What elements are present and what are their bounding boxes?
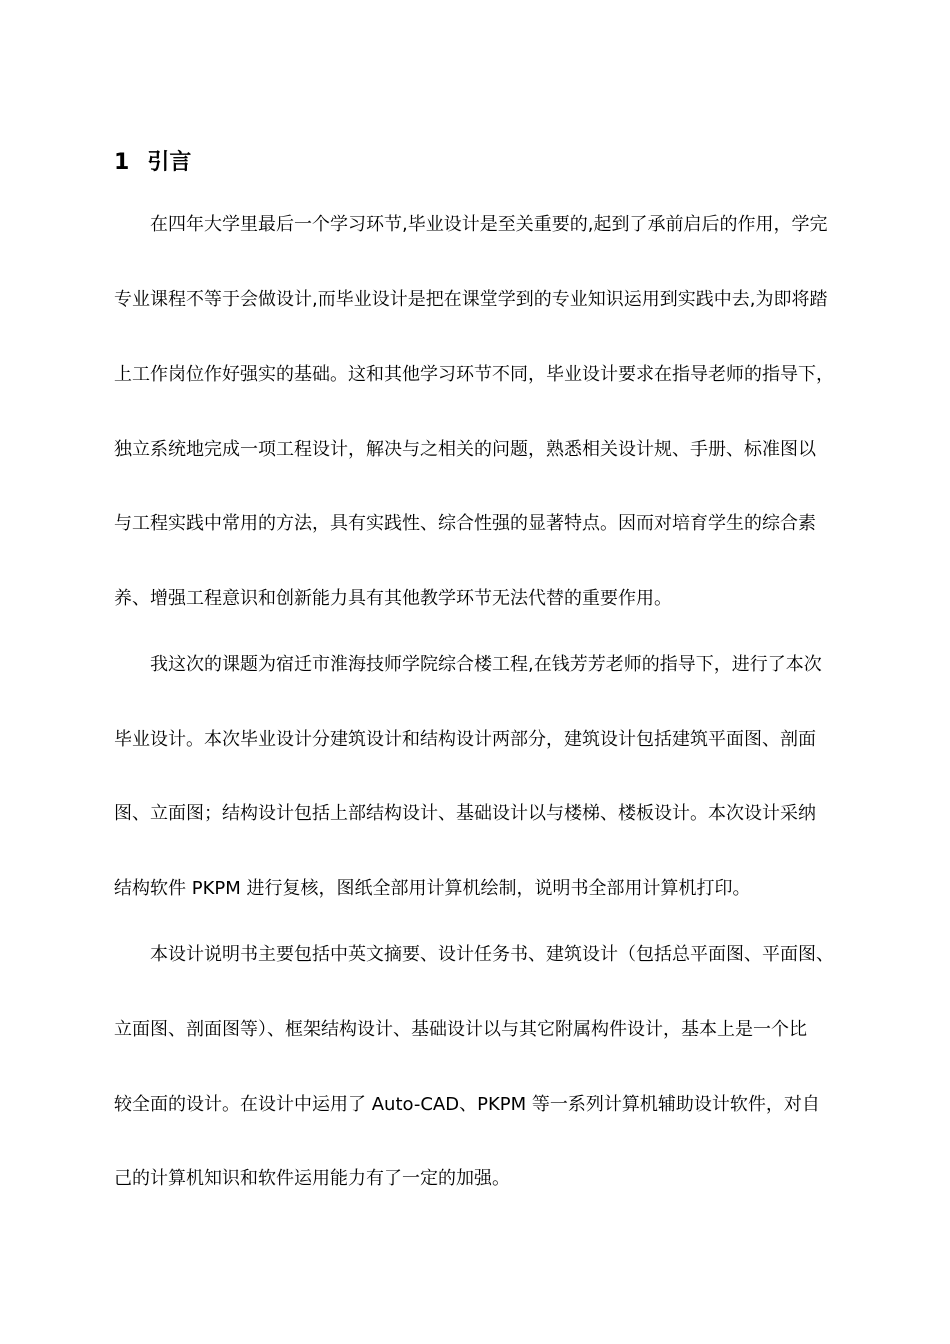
paragraph-1-line-4: 独立系统地完成一项工程设计，解决与之相关的问题，熟悉相关设计规、手册、标准图以	[114, 439, 816, 460]
paragraph-2-line-1: 我这次的课题为宿迁市淮海技师学院综合楼工程,在钱芳芳老师的指导下，进行了本次	[150, 654, 822, 675]
paragraph-3-line-3: 较全面的设计。在设计中运用了 Auto-CAD、PKPM 等一系列计算机辅助设计软件，对自	[114, 1094, 820, 1115]
paragraph-3-line-1: 本设计说明书主要包括中英文摘要、设计任务书、建筑设计（包括总平面图、平面图、	[150, 944, 834, 965]
paragraph-2-line-3: 图、立面图；结构设计包括上部结构设计、基础设计以与楼梯、楼板设计。本次设计采纳	[114, 803, 816, 824]
paragraph-3-line-4: 己的计算机知识和软件运用能力有了一定的加强。	[114, 1168, 510, 1189]
section-heading	[114, 146, 191, 180]
section-number: 1	[114, 150, 130, 175]
paragraph-2-line-4: 结构软件 PKPM 进行复核，图纸全部用计算机绘制，说明书全部用计算机打印。	[114, 878, 751, 899]
paragraph-2-line-2: 毕业设计。本次毕业设计分建筑设计和结构设计两部分，建筑设计包括建筑平面图、剖面	[114, 729, 816, 750]
section-title: 引言	[147, 150, 192, 175]
paragraph-1-line-5: 与工程实践中常用的方法，具有实践性、综合性强的显著特点。因而对培育学生的综合素	[114, 513, 816, 534]
paragraph-1-line-1: 在四年大学里最后一个学习环节,毕业设计是至关重要的,起到了承前启后的作用，学完	[150, 214, 828, 235]
paragraph-3-line-2: 立面图、剖面图等）、框架结构设计、基础设计以与其它附属构件设计，基本上是一个比	[114, 1019, 807, 1040]
paragraph-1-line-2: 专业课程不等于会做设计,而毕业设计是把在课堂学到的专业知识运用到实践中去,为即将踏	[114, 289, 828, 310]
paragraph-1-line-6: 养、增强工程意识和创新能力具有其他教学环节无法代替的重要作用。	[114, 588, 672, 609]
paragraph-1-line-3: 上工作岗位作好强实的基础。这和其他学习环节不同，毕业设计要求在指导老师的指导下，	[114, 364, 834, 385]
